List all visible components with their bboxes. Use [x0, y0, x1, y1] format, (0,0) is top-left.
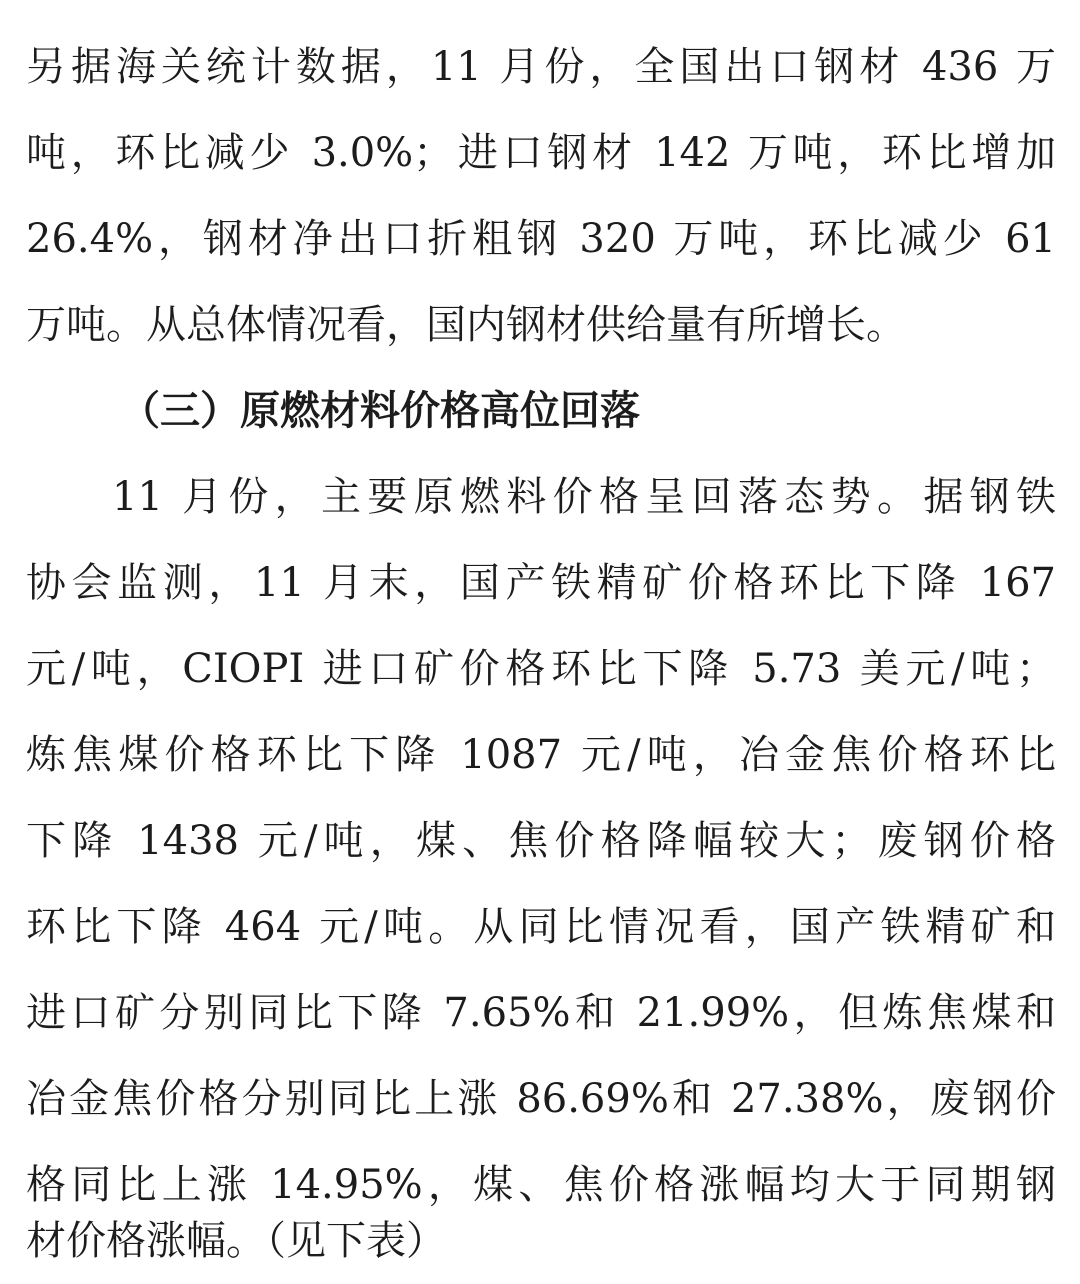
paragraph-1-line-3: 26.4%，钢材净出口折粗钢 320 万吨，环比减少 61 [26, 216, 1056, 262]
paragraph-2-line-6: 环比下降 464 元/吨。从同比情况看，国产铁精矿和 [26, 904, 1056, 950]
paragraph-2-line-8: 冶金焦价格分别同比上涨 86.69%和 27.38%，废钢价 [26, 1076, 1056, 1122]
paragraph-2-line-4: 炼焦煤价格环比下降 1087 元/吨，冶金焦价格环比 [26, 732, 1056, 778]
section-heading: （三）原燃材料价格高位回落 [120, 387, 640, 434]
paragraph-2-line-2: 协会监测，11 月末，国产铁精矿价格环比下降 167 [26, 560, 1056, 606]
paragraph-2-line-1: 11 月份，主要原燃料价格呈回落态势。据钢铁 [112, 474, 1056, 520]
paragraph-2-line-3: 元/吨，CIOPI 进口矿价格环比下降 5.73 美元/吨； [26, 646, 1056, 692]
paragraph-2-line-5: 下降 1438 元/吨，煤、焦价格降幅较大；废钢价格 [26, 818, 1056, 864]
paragraph-1-line-2: 吨，环比减少 3.0%；进口钢材 142 万吨，环比增加 [26, 130, 1056, 176]
paragraph-1-line-1: 另据海关统计数据，11 月份，全国出口钢材 436 万 [26, 44, 1056, 90]
paragraph-2-line-7: 进口矿分别同比下降 7.65%和 21.99%，但炼焦煤和 [26, 990, 1056, 1036]
paragraph-2-line-9: 格同比上涨 14.95%，煤、焦价格涨幅均大于同期钢 [26, 1162, 1056, 1208]
paragraph-2-line-10: 材价格涨幅。（见下表） [26, 1218, 446, 1264]
paragraph-1-line-4: 万吨。从总体情况看，国内钢材供给量有所增长。 [26, 302, 906, 348]
